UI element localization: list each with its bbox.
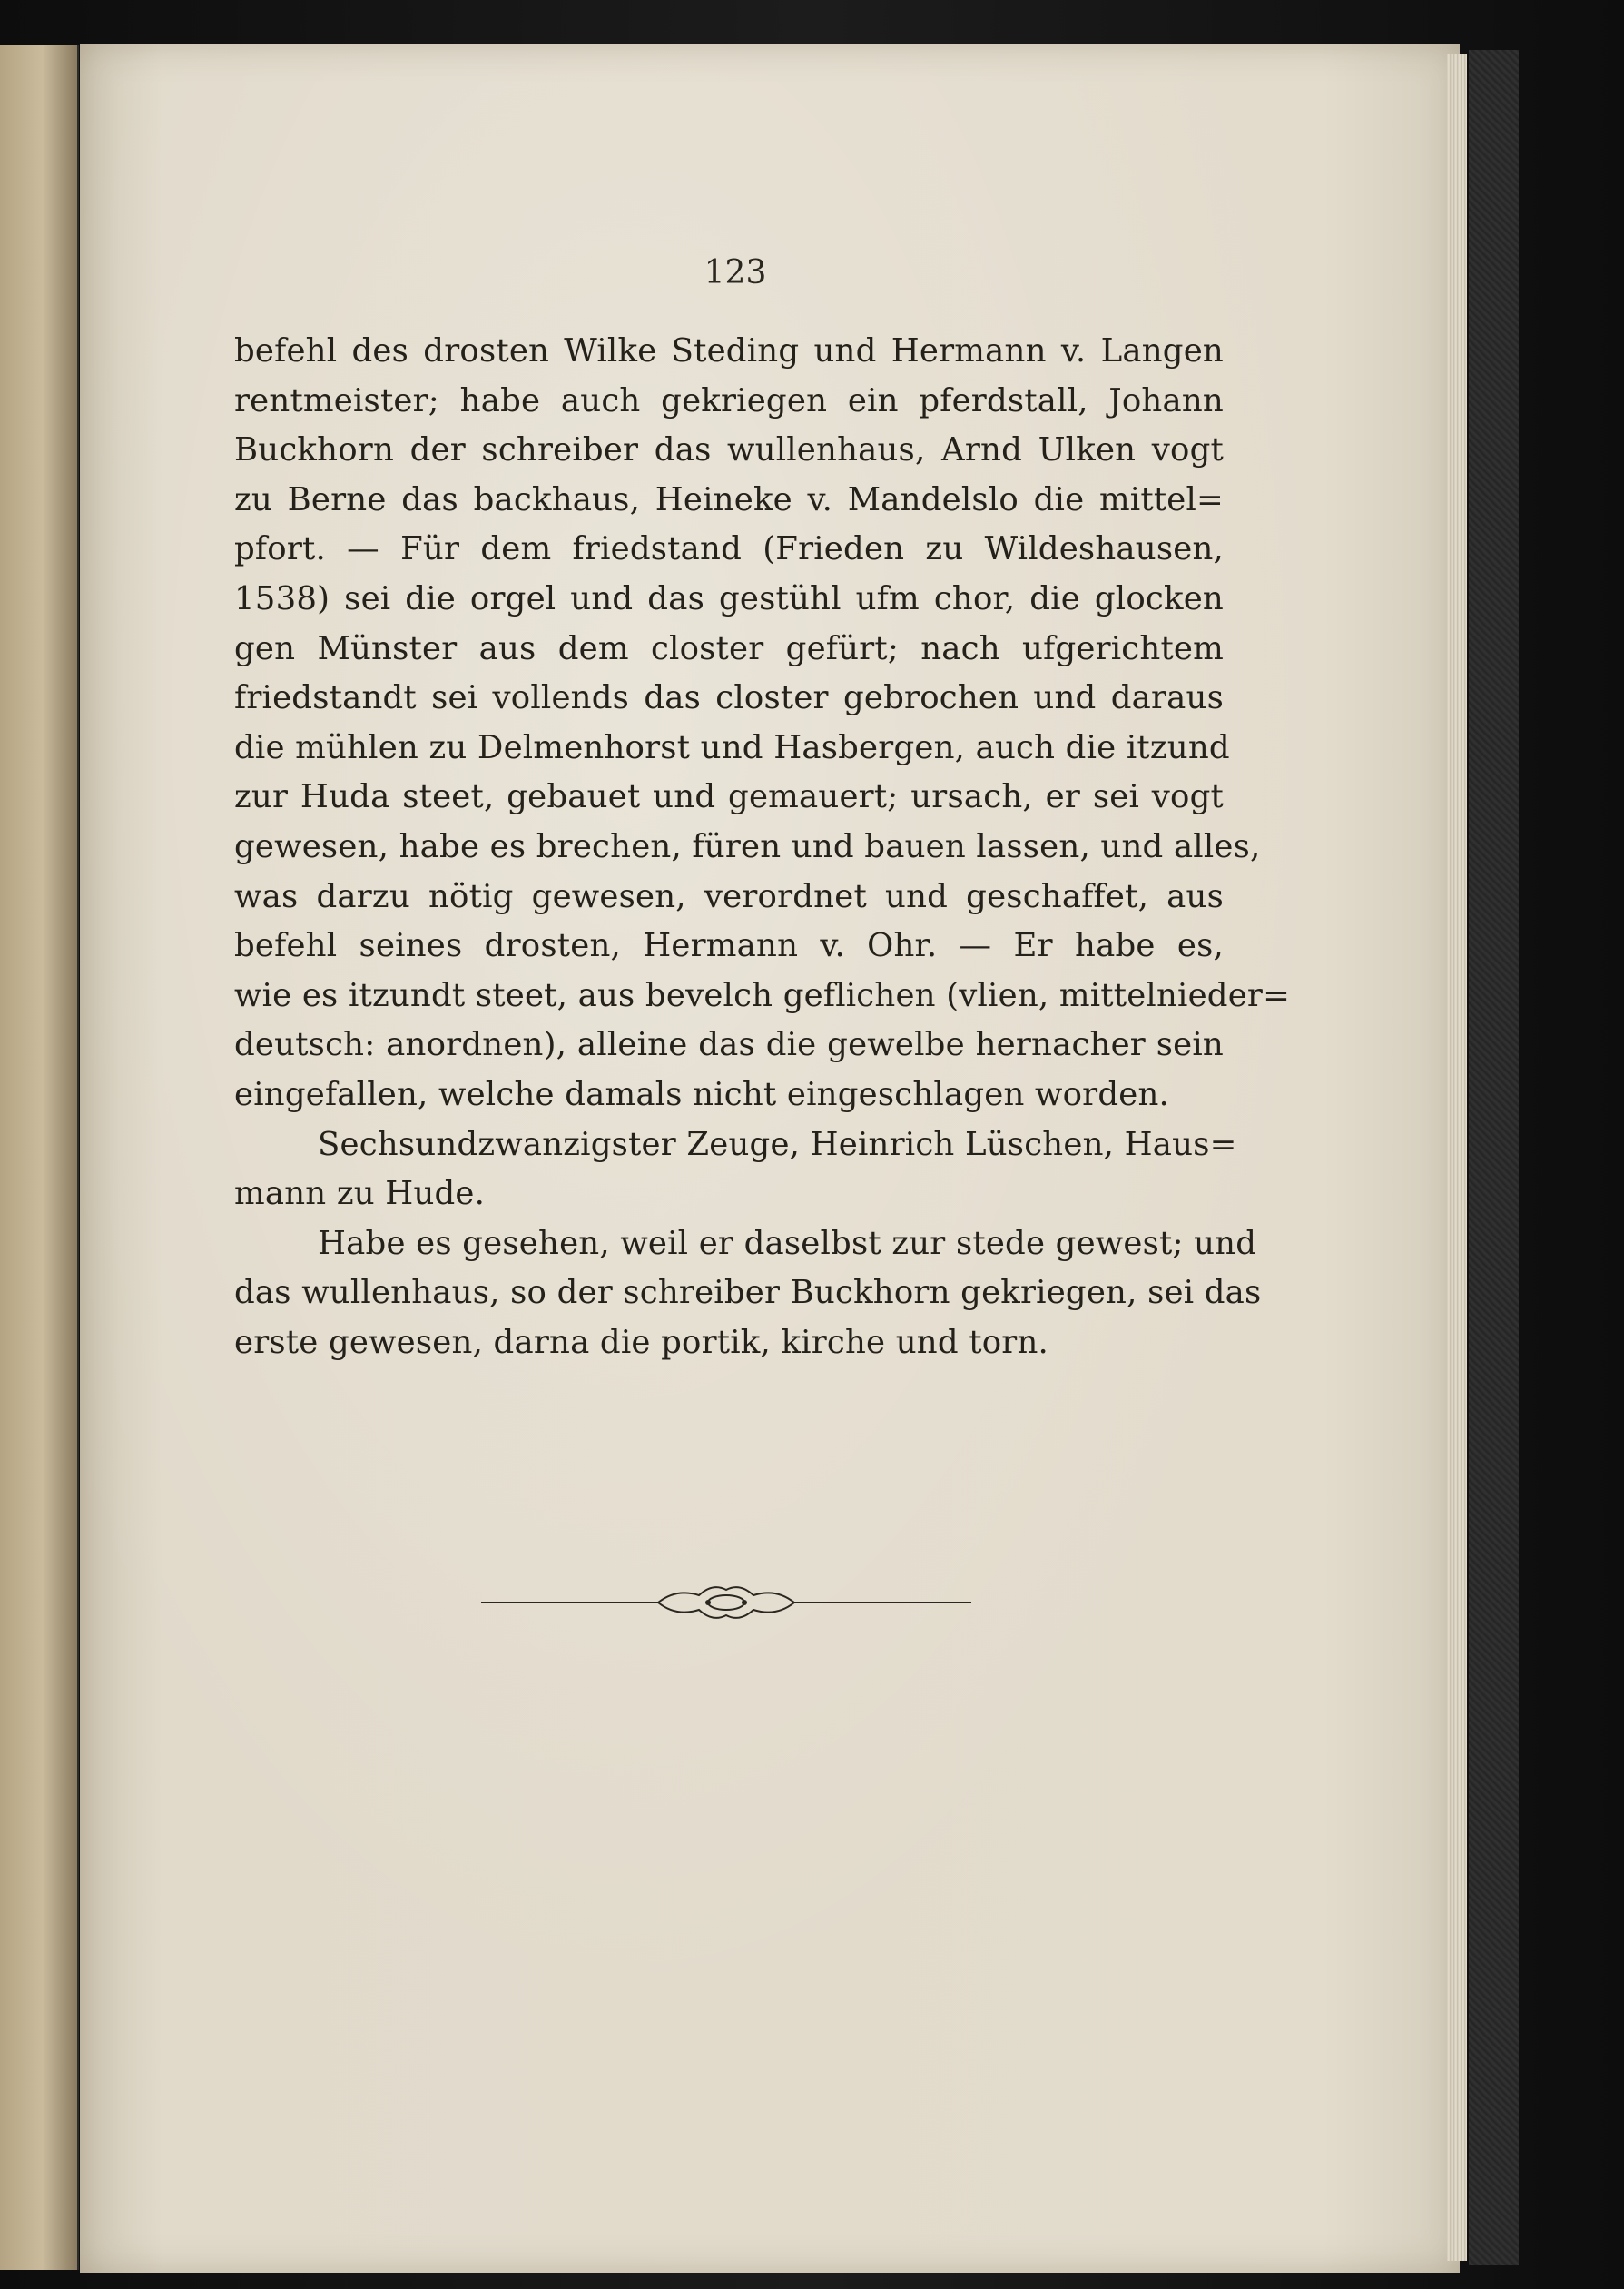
- text-line: Habe es gesehen, weil er daselbst zur stede gewest; und: [318, 1224, 1257, 1262]
- text-line: wie es itzundt steet, aus bevelch geflichen (vlien, mittelnieder=: [234, 976, 1291, 1014]
- page-stack-edge: [1447, 54, 1467, 2261]
- text-line: pfort. — Für dem friedstand (Frieden zu Wildeshausen,: [234, 530, 1224, 568]
- text-line: friedstandt sei vollends das closter gebrochen und daraus: [234, 679, 1224, 717]
- witness-heading-line: Sechsundzwanzigster Zeuge, Heinrich Lüschen, Haus=: [318, 1125, 1237, 1163]
- text-line: befehl des drosten Wilke Steding und Hermann v. Langen: [234, 332, 1224, 370]
- text-line: die mühlen zu Delmenhorst und Hasbergen, auch die itzund: [234, 728, 1230, 766]
- ornament-divider: [481, 1575, 971, 1630]
- text-line: Buckhorn der schreiber das wullenhaus, Arnd Ulken vogt: [234, 431, 1224, 469]
- facing-page-edge: [0, 45, 79, 2270]
- text-line: zur Huda steet, gebauet und gemauert; ursach, er sei vogt: [234, 778, 1224, 816]
- text-line: gewesen, habe es brechen, füren und bauen lassen, und alles,: [234, 827, 1261, 865]
- text-line: zu Berne das backhaus, Heineke v. Mandelslo die mittel=: [234, 480, 1224, 518]
- body-text: [234, 327, 1291, 1367]
- text-line: erste gewesen, darna die portik, kirche und torn.: [234, 1323, 1049, 1361]
- text-line: mann zu Hude.: [234, 1175, 486, 1213]
- text-line: eingefallen, welche damals nicht eingeschlagen worden.: [234, 1075, 1170, 1113]
- text-line: 1538) sei die orgel und das gestühl ufm chor, die glocken: [234, 579, 1224, 617]
- book-cover-edge: [1469, 50, 1519, 2265]
- text-line: das wullenhaus, so der schreiber Buckhorn gekriegen, sei das: [234, 1274, 1262, 1312]
- text-line: befehl seines drosten, Hermann v. Ohr. — Er habe es,: [234, 927, 1224, 965]
- text-line: gen Münster aus dem closter gefürt; nach ufgerichtem: [234, 629, 1224, 667]
- text-line: deutsch: anordnen), alleine das die gewelbe hernacher sein: [234, 1026, 1224, 1064]
- text-line: was darzu nötig gewesen, verordnet und geschaffet, aus: [234, 877, 1224, 915]
- text-line: rentmeister; habe auch gekriegen ein pferdstall, Johann: [234, 381, 1224, 419]
- page-number: 123: [704, 254, 767, 291]
